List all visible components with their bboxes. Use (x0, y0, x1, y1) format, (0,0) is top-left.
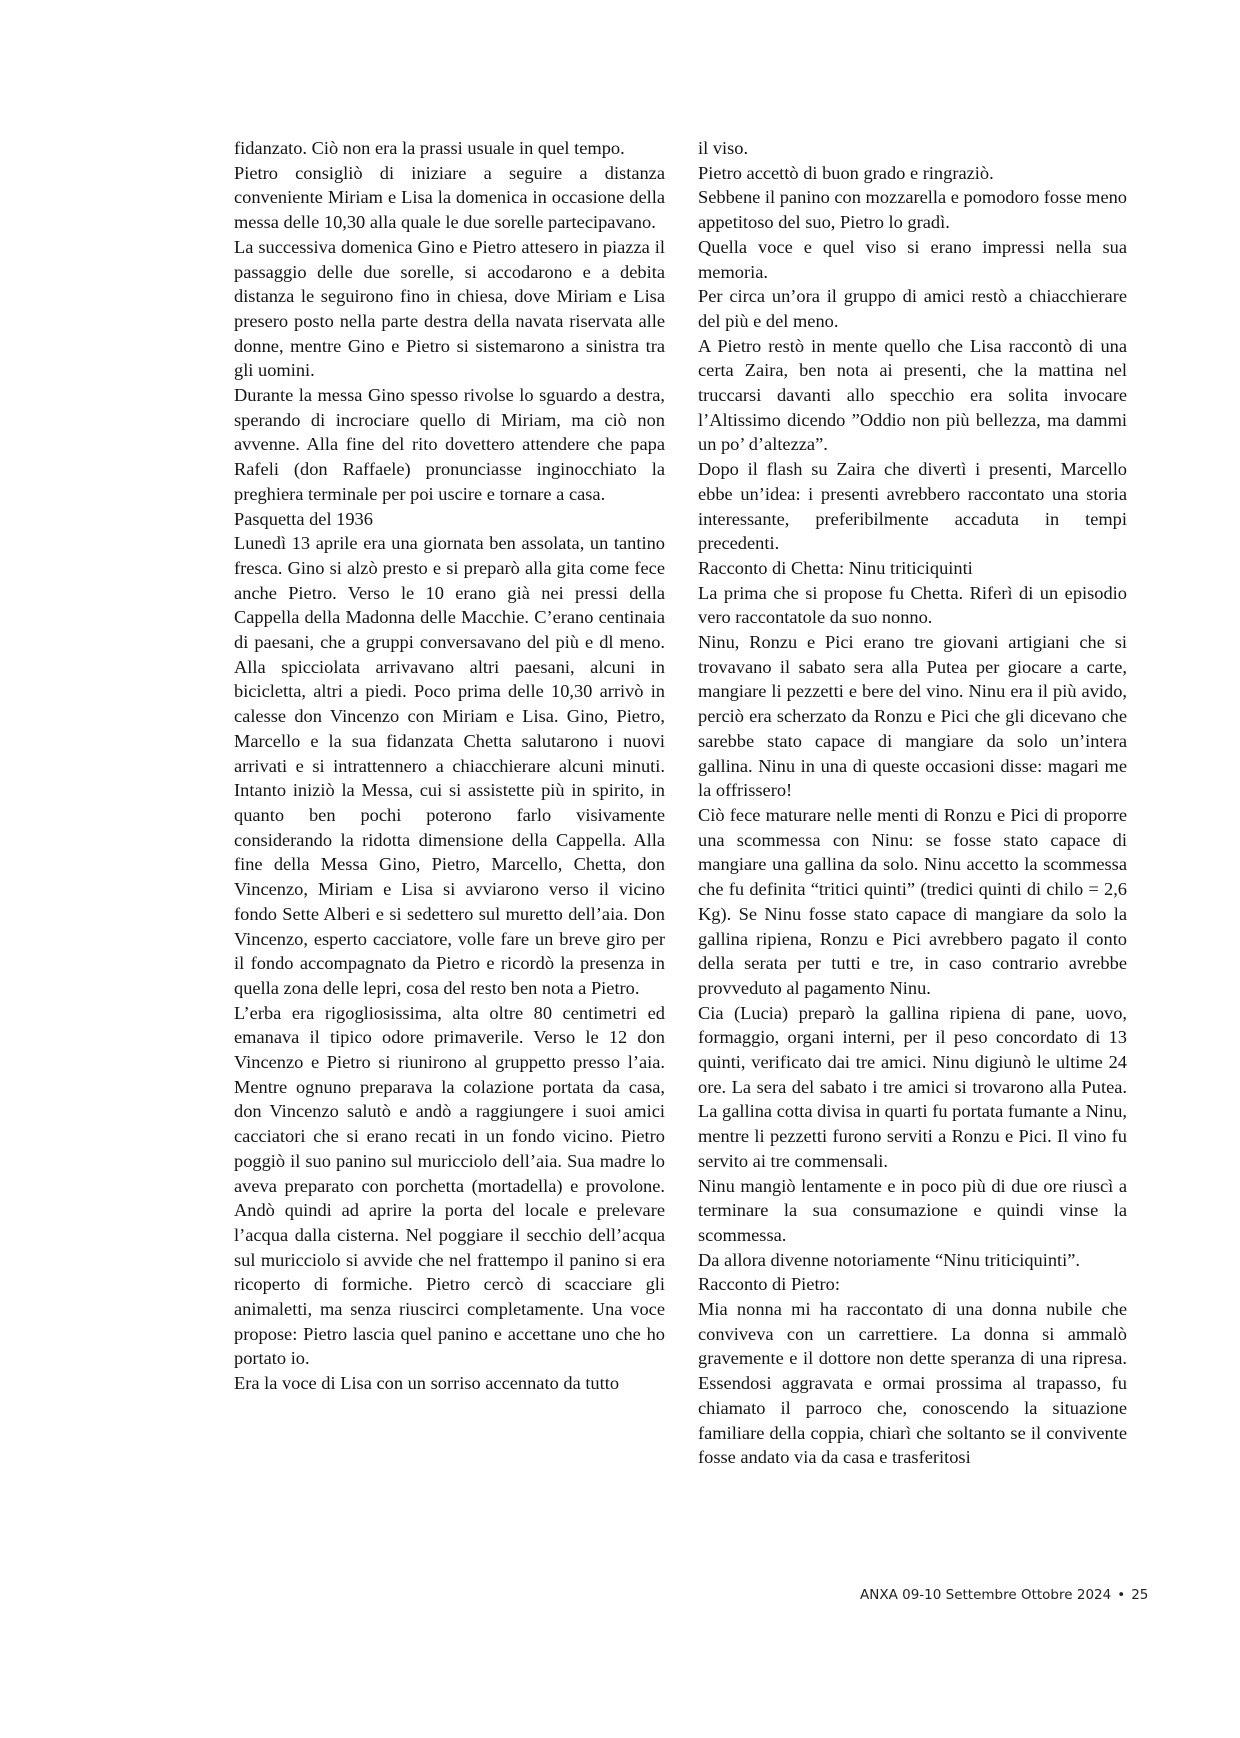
paragraph: Lunedì 13 aprile era una giornata ben assolata, un tantino fresca. Gino si alzò presto e si preparò alla gita come fece anche Pietro. Verso le 10 erano già nei pressi della Cappella della Madonna delle Macchie. C’erano centinaia di paesani, che a gruppi conversavano del più e dl meno. Alla spicciolata arrivavano altri paesani, alcuni in bicicletta, altri a piedi. Poco prima delle 10,30 arrivò in calesse don Vincenzo con Miriam e Lisa. Gino, Pietro, Marcello e la sua fidanzata Chetta salutarono i nuovi arrivati e si intrattennero a chiacchierare alcuni minuti. Intanto iniziò la Messa, cui si assistette più in spirito, in quanto ben pochi poterono farlo visivamente considerando la ridotta dimensione della Cappella. Alla fine della Messa Gino, Pietro, Marcello, Chetta, don Vincenzo, Miriam e Lisa si avviarono verso il vicino fondo Sette Alberi e si sedettero sul muretto dell’aia. Don Vincenzo, esperto cacciatore, volle fare un breve giro per il fondo accompagnato da Pietro e ricordò la presenza in quella zona delle lepri, cosa del resto ben nota a Pietro. (234, 533, 665, 998)
paragraph: Era la voce di Lisa con un sorriso accennato da tutto (234, 1373, 620, 1394)
paragraph: fidanzato. Ciò non era la prassi usuale in quel tempo. (234, 138, 625, 158)
section-heading: Pasquetta del 1936 (234, 508, 373, 529)
paragraph: il viso. (698, 138, 749, 158)
paragraph: La prima che si propose fu Chetta. Riferì di un episodio vero raccontatole da suo nonno. (698, 582, 1127, 628)
paragraph: La successiva domenica Gino e Pietro attesero in piazza il passaggio delle due sorelle, si accodarono e a debita distanza le seguirono fino in chiesa, dove Miriam e Lisa presero posto nella parte destra della navata riservata alle donne, mentre Gino e Pietro si sistemarono a sinistra tra gli uomini. (234, 236, 665, 381)
paragraph: Quella voce e quel viso si erano impressi nella sua memoria. (698, 236, 1127, 282)
paragraph: A Pietro restò in mente quello che Lisa raccontò di una certa Zaira, ben nota ai presenti, che la mattina nel truccarsi davanti allo specchio era solita invocare l’Altissimo dicendo ”Oddio non più bellezza, ma dammi un po’ d’altezza”. (698, 335, 1127, 455)
paragraph: Dopo il flash su Zaira che divertì i presenti, Marcello ebbe un’idea: i presenti avrebbero raccontato una storia interessante, preferibilmente accaduta in tempi precedenti. (698, 459, 1127, 554)
paragraph: Durante la messa Gino spesso rivolse lo sguardo a destra, sperando di incrociare quello di Miriam, ma ciò non avvenne. Alla fine del rito dovettero attendere che papa Rafeli (don Raffaele) pronunciasse inginocchiato la preghiera terminale per poi uscire e tornare a casa. (234, 385, 665, 504)
paragraph: Sebbene il panino con mozzarella e pomodoro fosse meno appetitoso del suo, Pietro lo gradì. (698, 187, 1127, 233)
paragraph: Ninu mangiò lentamente e in poco più di due ore riuscì a terminare la sua consumazione e quindi vinse la scommessa. (698, 1175, 1127, 1245)
section-heading: Racconto di Chetta: Ninu triticiquinti (698, 557, 973, 578)
paragraph: Ninu, Ronzu e Pici erano tre giovani artigiani che si trovavano il sabato sera alla Putea per giocare a carte, mangiare li pezzetti e bere del vino. Ninu era il più avido, perciò era scherzato da Ronzu e Pici che gli dicevano che sarebbe stato capace di mangiare da solo un’intera gallina. Ninu in una di queste occasioni disse: magari me la offrissero! (698, 632, 1127, 801)
section-heading: Racconto di Pietro: (698, 1274, 840, 1295)
paragraph: Per circa un’ora il gruppo di amici restò a chiacchierare del più e del meno. (698, 286, 1127, 331)
footer-separator: • (1117, 1587, 1126, 1603)
paragraph: Mia nonna mi ha raccontato di una donna nubile che conviveva con un carrettiere. La donna si ammalò gravemente e il dottore non dette speranza di una ripresa. Essendosi aggravata e ormai prossima al trapasso, fu chiamato il parroco che, conoscendo la situazione familiare della coppia, chiarì che soltanto se il convivente fosse andato via da casa e trasferitosi (698, 1299, 1127, 1468)
page-footer (860, 1587, 1149, 1603)
publication-name: ANXA 09-10 Settembre Ottobre 2024 (860, 1587, 1112, 1603)
paragraph: L’erba era rigogliosissima, alta oltre 80 centimetri ed emanava il tipico odore primaverile. Verso le 12 don Vincenzo e Pietro si riunirono al gruppetto presso l’aia. Mentre ognuno preparava la colazione portata da casa, don Vincenzo salutò e andò a raggiungere i suoi amici cacciatori che si erano recati in un fondo vicino. Pietro poggiò il suo panino sul muricciolo dell’aia. Sua madre lo aveva preparato con porchetta (mortadella) e provolone. Andò quindi ad aprire la porta del locale e prelevare l’acqua dalla cisterna. Nel poggiare il secchio dell’acqua sul muricciolo si avvide che nel frattempo il panino si era ricoperto di formiche. Pietro cercò di scacciare gli animaletti, ma senza riuscirci completamente. Una voce propose: Pietro lascia quel panino e accettane uno che ho portato io. (234, 1002, 665, 1369)
paragraph: Ciò fece maturare nelle menti di Ronzu e Pici di proporre una scommessa con Ninu: se fosse stato capace di mangiare una gallina da solo. Ninu accetto la scommessa che fu definita “tritici quinti” (tredici quinti di chilo = 2,6 Kg). Se Ninu fosse stato capace di mangiare da solo la gallina ripiena, Ronzu e Pici avrebbero pagato il conto della serata per tutti e tre, in caso contrario avrebbe provveduto al pagamento Ninu. (698, 804, 1127, 998)
left-text-column (234, 136, 665, 1396)
paragraph: Pietro consigliò di iniziare a seguire a distanza conveniente Miriam e Lisa la domenica in occasione della messa delle 10,30 alla quale le due sorelle partecipavano. (234, 162, 665, 233)
paragraph: Cia (Lucia) preparò la gallina ripiena di pane, uovo, formaggio, organi interni, per il peso concordato di 13 quinti, verificato dai tre amici. Ninu digiunò le ultime 24 ore. La sera del sabato i tre amici si trovarono alla Putea. La gallina cotta divisa in quarti fu portata fumante a Ninu, mentre li pezzetti furono serviti a Ronzu e Pici. Il vino fu servito ai tre commensali. (698, 1002, 1127, 1171)
paragraph: Pietro accettò di buon grado e ringraziò. (698, 162, 994, 183)
page-number: 25 (1131, 1587, 1149, 1603)
paragraph: Da allora divenne notoriamente “Ninu triticiquinti”. (698, 1249, 1080, 1270)
right-text-column (698, 136, 1127, 1470)
